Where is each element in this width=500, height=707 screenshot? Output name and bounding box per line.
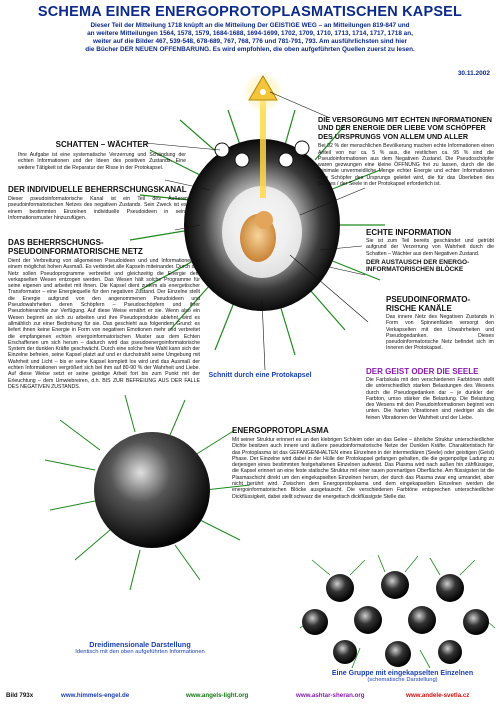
echte-text: Sie ist zum Teil bereits geschändet und getrübt aufgrund der Verzerrung von Wahrheit durch die Schatten – Wächter aus dem Negativen Zustand.: [366, 238, 494, 257]
netz-text: Dient der Verbreitung von allgemeinen Pseudoideen und und Informationen in einem möglichst hohen Ausmaß. Es verbindet alle Kapseln miteinander. Durch das Netz sollen Pseudoprogramme verbreitet und gleichzeitig die Energie dem verkapselten Wesen entzogen werden. Das Wesen hält solche Programme für seine eigenen und arbeitet mit ihnen. Die Kapsel dient zudem als energetischer Transformator – eine Energiequelle für den negativen Zustand. Der Einzelne stellt die Energie aufgrund von den angenommenen Pseudoideen und Pseudowahrheiten deren Schöpfern – Pseudoschöpfern und ihrer Pseudohierarchie zur Verfügung. Auf diese Weise ernährt er sie. Wenn also ein Wesen beginnt an sich zu arbeiten und ihre Pseudoprodukte ablehnt, wird es allmählich zur einer Bedrohung für sie. Das geschieht aus folgendem Grund: es liefert ihnen keine Energie in Form von negativen Emotionen mehr und verbreitet die empfangenen echten energoinformatorischen Muster aus dem Echten Erschaffenen um sich herum – dadurch wird das pseudoenergoinformatorische System der dunklen Kräfte geschwächt. Durch eine solche freie Wahl kann sich der Einzelne befreien, seine Kapsel platzt auf und er durchstrahlt seine Umgebung mit Wahrheit und Licht – bis er seine Kapsel komplett los wird und das Ausmaß der echten Informationen vergrößert sich bei ihm auf 80-90 % der Wahrheit und Liebe. Auf diese Weise setzt er seine geistige Arbeit fort bis zum Punkt mit der Erleuchtung – dem Umwiebreiren, d.h. BIS ZUR BEFREIUNG AUS DER FALLE DES NEGATIVEN ZUSTANDS.: [8, 258, 200, 390]
section-versorgung: [318, 116, 494, 187]
geist-heading: DER GEIST ODER DIE SEELE: [366, 367, 479, 376]
intro-line-3: weiter auf die Bilder 467, 539-548, 678-689, 767, 768, 776 und 781-791, 793. Am ausführlichsten sind hier: [92, 38, 408, 45]
kanal-text: Dieser pseudoinformatorische Kanal ist ein Teil des Äußeren pseudoinformatorischen Netzes des negativen Zustands. Sein Zweck ist es, einem bestimmten Einzelnen individuelle Pseudoideen in seine Informationsmuster hinzuzufügen.: [8, 196, 188, 221]
intro-line-1: Dieser Teil der Mitteilung 1718 knüpft an die Mitteilung Der GEISTIGE WEG – an Mitteilungen 819-847 und: [90, 22, 410, 29]
footer-bild: Bild 793x: [6, 692, 34, 699]
capsule-group-balls: [302, 571, 489, 667]
intro-line-4: die Bücher DER NEUEN OFFENBARUNG. Es wird empfohlen, die oben aufgeführten Quellen zuerst zu lesen.: [85, 46, 415, 53]
plasma-heading: ENERGOPROTOPLASMA: [232, 426, 329, 435]
kanaele-heading-1: PSEUDOINFORMATO-: [386, 295, 471, 304]
caption-schnitt: Schnitt durch eine Protokapsel: [208, 372, 312, 379]
section-echte: [366, 228, 494, 274]
section-geist: [366, 367, 494, 421]
schatten-text: Ihre Aufgabe ist eine systematische Verzerrung und Schändung der echten Informationen und der Ideen des positiven Zustands. Eine weitere Tätigkeit ist die Reparatur der Risse in der Protokapsel.: [18, 152, 186, 171]
echte-heading: ECHTE INFORMATION: [366, 228, 452, 237]
caption-identisch: Identisch mit den oben aufgeführten Informationen: [75, 649, 205, 655]
caption-gruppe: Eine Gruppe mit eingekapselten Einzelnen: [331, 670, 474, 677]
kanaele-text: Das innere Netz des Negativen Zustands in Form von Spinnenfäden versorgt den Verkapselten mit den Unwahrheiten und Pseudogedanken. Dieses pseudoinformatorische Netz befindet sich im Inneren der Protokapsel.: [386, 314, 494, 352]
intro-line-2: an weitere Mitteilungen 1564, 1578, 1579, 1684-1688, 1694-1699, 1702, 1709, 1710, 1713, 1714, 1717, 1718 an,: [87, 30, 413, 37]
caption-gruppe-block: [305, 670, 500, 683]
versorgung-heading: DIE VERSORGUNG MIT ECHTEN INFORMATIONEN UND DER ENERGIE DER LIEBE VOM SCHÖPFER DES URSPRUNGS VON ALLEM UND ALLER: [318, 115, 492, 141]
netz-heading-1: DAS BEHERRSCHUNGS-: [8, 238, 104, 247]
section-kanal: [8, 185, 188, 221]
kanaele-heading-2: RISCHE KANÄLE: [386, 304, 452, 313]
schatten-heading: SCHATTEN – WÄCHTER: [55, 140, 149, 149]
caption-schematisch: (schematische Darstellung): [367, 677, 438, 683]
footer-link-3[interactable]: www.ashtar-sheran.org: [296, 692, 365, 699]
page-title: SCHEMA EINER ENERGOPROTOPLASMATISCHEN KAPSEL: [37, 4, 463, 20]
footer: [6, 692, 496, 704]
geist-text: Die Farbskala mit den verschiedenen Farbtönen stellt die unterschiedlich starken Belastungen des Wesens durch die Pseudogedanken dar – je dunkler der Farbton, umso stärker die Belastung. Die Belastung des Wesens mit den Pseudoinformationen beginnt von unten. Die harten Vibrationen sind niedriger als die feinen Vibrationen der Wahrheit und der Liebe.: [366, 377, 494, 421]
echte-sub: DER AUSTAUSCH DER ENERGO-INFORMATORISCHEN BLÖCKE: [366, 258, 470, 274]
kanal-heading: DER INDIVIDUELLE BEHERRSCHUNGSKANAL: [8, 185, 187, 194]
footer-link-4[interactable]: www.andele-svetla.cz: [406, 692, 470, 699]
section-kanaele: [386, 295, 494, 352]
plasma-text: Mit seiner Struktur erinnert es an den klebrigen Schleim oder an das Gelee – ähnliche Struktur unterschiedlicher Dichte besitzen auch innere und äußere pseudoinformatorische Netze der Dunklen Kräfte. Charakteristisch für das Protoplasma ist das GEFANGENHALTEN eines Einzelnen in der intermediären (Seele) oder geistigen (Geist) Phase. Der Einzelne wird dabei in der Hülle der Protokapsel gefangen gehalten, die die gegenpolige Ladung zu derjenigen eines bestimmten festgehaltenen Einzelnen aufweist. Das Plasma wird nach außen hin zähflüssiger, die Kapsel erinnert an eine feste statische Struktur mit einer rauen porenartigen Oberfläche. Am flüssigsten ist die Plasmaschicht direkt um den eingekapselten Einzelnen herum, der durch das Plasma zwar eng umrandet, aber nicht berührt wird. Zwischen dem Energoprotoplasma und dem eingekapselten Einzelnen werden die energoinformatorischen Blöcke ausgetauscht. Die verschiedenen Farbtöne entsprechen unterschiedlicher Dickflüssigkeit, dabei stellt schwarz die energetisch dickflüssigste Stelle dar.: [232, 437, 494, 500]
section-schatten: [18, 140, 186, 171]
caption-dreidim-block: [40, 640, 240, 655]
section-plasma: [232, 426, 494, 500]
section-netz: [8, 238, 200, 390]
footer-link-2[interactable]: www.angels-light.org: [186, 692, 249, 699]
date: 30.11.2002: [457, 70, 490, 77]
caption-dreidim: Dreidimensionale Darstellung: [89, 640, 191, 649]
versorgung-text: Bei 92 % der menschlichen Bevölkerung machen echte Informationen einen Anteil von nur ca. 5 % aus, die restlichen ca. 95 % sind die Pseudoinformationen aus dem Negativen Zustand. Die Pseudoschöpfer waren gezwungen eine kleine ÖFFNUNG frei zu lassen, durch die die minimale unvermeidliche Menge echter Energie und echter Informationen vom Schöpfer des Ursprungs geleitet wird, die für das Überleben des Geistes / der Seele in der Protokapsel erforderlich ist.: [318, 143, 494, 187]
footer-link-1[interactable]: www.himmels-engel.de: [61, 692, 130, 699]
netz-heading-2: PSEUDOINFORMATORISCHE NETZ: [8, 247, 143, 256]
